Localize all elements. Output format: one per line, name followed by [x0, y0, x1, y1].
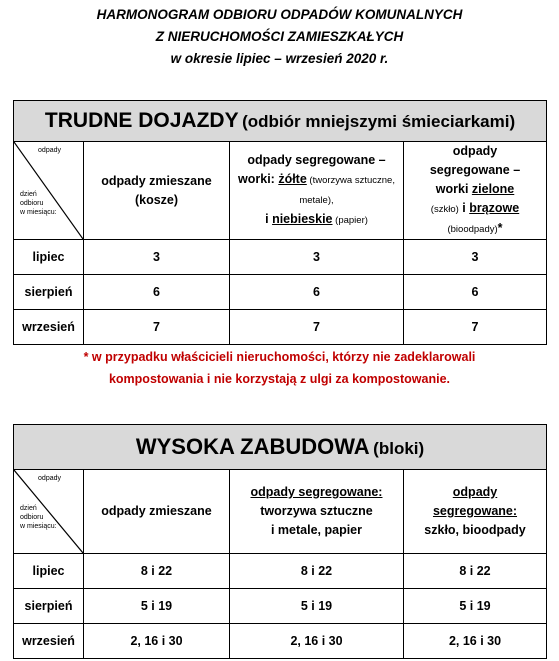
value-cell: 3 [404, 240, 547, 275]
value-cell: 3 [230, 240, 404, 275]
value-cell: 6 [230, 275, 404, 310]
table-row [14, 624, 547, 659]
month-cell: sierpień [14, 275, 84, 310]
table-title-main: WYSOKA ZABUDOWA [135, 434, 370, 459]
table-row [14, 275, 547, 310]
value-cell: 7 [404, 310, 547, 345]
table-title [14, 425, 547, 470]
value-cell: 7 [84, 310, 230, 345]
value-cell: 5 i 19 [404, 589, 547, 624]
corner-label-waste: odpady [38, 147, 61, 154]
table-title-sub: (odbiór mniejszymi śmieciarkami) [242, 112, 516, 131]
document-header [0, 4, 559, 70]
month-cell: sierpień [14, 589, 84, 624]
table-row [14, 554, 547, 589]
value-cell: 2, 16 i 30 [230, 624, 404, 659]
value-cell: 2, 16 i 30 [404, 624, 547, 659]
col-header-segregated-bags: odpady segregowane – worki: żółte (tworzywa sztuczne, metale), i niebieskie (papier) [230, 142, 404, 240]
value-cell: 6 [404, 275, 547, 310]
col-header-segregated-plastic-paper: odpady segregowane: tworzywa sztuczne i metale, papier [230, 470, 404, 554]
value-cell: 8 i 22 [230, 554, 404, 589]
footnote-line-1: * w przypadku właścicieli nieruchomości, którzy nie zadeklarowali [83, 350, 476, 364]
value-cell: 7 [230, 310, 404, 345]
value-cell: 2, 16 i 30 [84, 624, 230, 659]
value-cell: 5 i 19 [230, 589, 404, 624]
table-row [14, 310, 547, 345]
corner-label-waste: odpady [38, 475, 61, 482]
table-title-main: TRUDNE DOJAZDY [44, 109, 239, 132]
schedule-table-high-rise [13, 424, 547, 659]
header-line-2: Z NIERUCHOMOŚCI ZAMIESZKAŁYCH [155, 29, 404, 44]
corner-label-day: dzień odbioru w miesiącu: [20, 191, 57, 216]
col-header-mixed: odpady zmieszane [84, 470, 230, 554]
value-cell: 5 i 19 [84, 589, 230, 624]
header-line-3: w okresie lipiec – wrzesień 2020 r. [170, 51, 389, 66]
footnote [0, 346, 559, 390]
footnote-line-2: kompostowania i nie korzystają z ulgi za kompostowanie. [108, 372, 451, 386]
table-row [14, 589, 547, 624]
table-title [14, 101, 547, 142]
header-line-1: HARMONOGRAM ODBIORU ODPADÓW KOMUNALNYCH [96, 7, 463, 22]
corner-header-cell [14, 470, 84, 554]
month-cell: wrzesień [14, 624, 84, 659]
corner-header-cell [14, 142, 84, 240]
value-cell: 8 i 22 [84, 554, 230, 589]
table-title-sub: (bloki) [373, 439, 425, 458]
col-header-mixed: odpady zmieszane (kosze) [84, 142, 230, 240]
table-row [14, 240, 547, 275]
value-cell: 6 [84, 275, 230, 310]
col-header-segregated-glass-bio: odpady segregowane – worki zielone (szkło) i brązowe (bioodpady)* [404, 142, 547, 240]
corner-label-day: dzień odbioru w miesiącu: [20, 505, 57, 530]
month-cell: wrzesień [14, 310, 84, 345]
month-cell: lipiec [14, 240, 84, 275]
col-header-segregated-glass-bio: odpady segregowane: szkło, bioodpady [404, 470, 547, 554]
value-cell: 3 [84, 240, 230, 275]
month-cell: lipiec [14, 554, 84, 589]
schedule-table-difficult-access [13, 100, 547, 345]
value-cell: 8 i 22 [404, 554, 547, 589]
